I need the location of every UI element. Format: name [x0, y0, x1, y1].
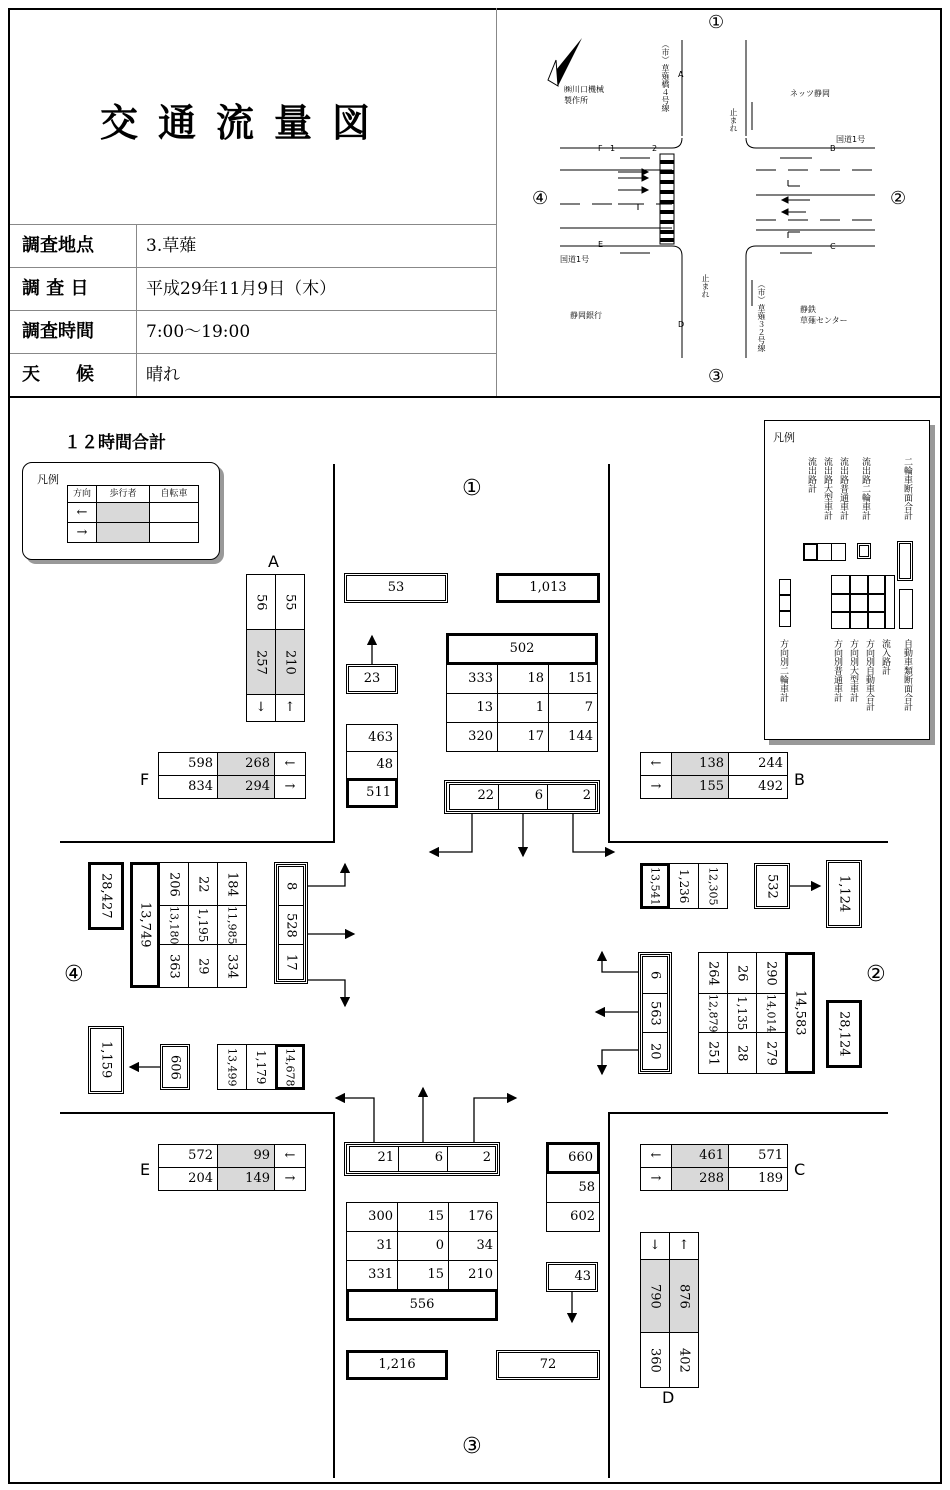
info-row-date — [10, 267, 496, 310]
node-4-label: ④ — [64, 962, 84, 987]
map-lane-c: C — [830, 242, 836, 251]
header-vertical-divider — [496, 8, 497, 396]
legend-label: 方向別普通車計 — [832, 639, 842, 702]
south-grid-cell: 331 — [346, 1260, 398, 1290]
ped-arrow: → — [274, 1167, 306, 1191]
east-grid-cell: 264 — [698, 952, 728, 994]
ped-cell: 876 — [669, 1259, 699, 1333]
map-lane-num: 1 — [610, 144, 616, 153]
ped-arrow: → — [274, 775, 306, 799]
legend-label: 流出路二輪車計 — [860, 457, 870, 520]
ped-cell: 360 — [640, 1332, 670, 1388]
legend-label: 流出路大型車計 — [822, 457, 832, 520]
south-in-total: 556 — [346, 1289, 498, 1321]
south-dir-twowheel: 21 — [349, 1146, 399, 1172]
info-row-time — [10, 310, 496, 353]
map-label-route1-bottom: 国道1号 — [560, 255, 590, 264]
info-label: 調査地点 — [22, 235, 94, 256]
road-edge — [333, 464, 335, 842]
ped-cell: 598 — [158, 752, 218, 776]
ped-arrow: ↓ — [246, 694, 276, 722]
west-grid-cell: 11,985 — [217, 905, 247, 945]
east-dir-twowheel: 6 — [642, 956, 668, 994]
west-grid-cell: 1,195 — [188, 905, 218, 945]
ped-label-d: D — [662, 1388, 675, 1407]
west-grid-cell: 13,180 — [159, 905, 189, 945]
ped-cell: 155 — [671, 775, 729, 799]
west-grid-cell: 363 — [159, 944, 189, 988]
north-car-total: 1,013 — [496, 573, 600, 603]
west-dir-twowheel: 8 — [278, 866, 304, 906]
legend-small — [22, 462, 220, 560]
south-out-total: 660 — [546, 1142, 600, 1174]
map-lane-num: 2 — [652, 144, 658, 153]
west-grid-cell: 184 — [217, 862, 247, 906]
map-lane-d: D — [678, 320, 685, 329]
map-label-route-a: （市）草薙橋４号線 — [661, 40, 670, 112]
north-grid-cell: 13 — [446, 693, 498, 723]
east-grid-cell: 290 — [756, 952, 786, 994]
location-map — [500, 10, 940, 394]
info-value: 7:00〜19:00 — [146, 322, 251, 342]
north-dir-twowheel: 2 — [547, 784, 596, 810]
north-grid-cell: 320 — [446, 722, 498, 752]
page-title: 交通流量図 — [100, 101, 391, 145]
map-lane-b: B — [830, 144, 836, 153]
map-lane-f: F — [598, 144, 603, 153]
map-label-center: 静鉄 草薙センター — [800, 305, 848, 325]
east-car-total: 28,124 — [826, 1000, 862, 1068]
south-cross-total: 72 — [496, 1350, 600, 1380]
north-out-cell: 48 — [346, 751, 398, 779]
south-grid-cell: 210 — [448, 1260, 498, 1290]
east-grid-cell: 26 — [727, 952, 757, 994]
legend-header: 自転車 — [149, 485, 199, 503]
west-in-total: 13,749 — [130, 862, 160, 988]
map-label-route-d: （市）草薙３２号線 — [757, 280, 766, 352]
ped-label-b: B — [794, 770, 805, 789]
south-grid-cell: 15 — [397, 1260, 449, 1290]
info-value: 晴れ — [146, 365, 180, 385]
road-edge — [608, 464, 610, 842]
west-out-cell: 1,179 — [246, 1044, 276, 1090]
east-dir-twowheel: 20 — [642, 1032, 668, 1070]
info-label: 調査時間 — [22, 321, 94, 342]
map-marker-2: ② — [890, 188, 907, 209]
ped-cell: 834 — [158, 775, 218, 799]
east-grid-cell: 251 — [698, 1032, 728, 1074]
ped-cell: 244 — [728, 752, 788, 776]
map-marker-1: ① — [708, 12, 725, 33]
node-3-label: ③ — [462, 1434, 482, 1459]
west-out-twowheel: 606 — [160, 1044, 190, 1090]
info-label: 天 候 — [22, 364, 94, 385]
north-grid-cell: 144 — [548, 722, 598, 752]
east-out-cell: 1,236 — [669, 863, 699, 909]
ped-label-a: A — [268, 552, 279, 571]
west-out-total: 14,678 — [275, 1044, 305, 1090]
west-dir-twowheel: 528 — [278, 905, 304, 945]
north-dir-twowheel: 22 — [449, 784, 499, 810]
north-grid-cell: 1 — [497, 693, 549, 723]
south-grid-cell: 0 — [397, 1231, 449, 1261]
south-car-total: 1,216 — [346, 1350, 448, 1380]
south-grid-cell: 300 — [346, 1202, 398, 1232]
legend-label: 流出路普通車計 — [838, 457, 848, 520]
ped-cell: 56 — [246, 574, 276, 630]
legend-label: 方向別大型車計 — [848, 639, 858, 702]
north-cross-total: 53 — [344, 573, 448, 603]
diagram-subtitle: １２時間合計 — [64, 433, 166, 453]
ped-label-c: C — [794, 1160, 806, 1179]
west-dir-twowheel: 17 — [278, 944, 304, 980]
north-grid-cell: 7 — [548, 693, 598, 723]
node-2-label: ② — [866, 962, 886, 987]
road-edge — [60, 1112, 335, 1114]
info-label: 調 査 日 — [22, 278, 89, 299]
ped-label-f: F — [140, 770, 150, 789]
north-out-twowheel: 23 — [346, 664, 398, 694]
map-marker-4: ④ — [532, 188, 549, 209]
east-dir-twowheel: 563 — [642, 993, 668, 1033]
north-grid-cell: 333 — [446, 664, 498, 694]
map-label-route1-top: 国道1号 — [836, 135, 866, 144]
ped-cell: 210 — [275, 629, 305, 695]
ped-arrow: → — [640, 1167, 672, 1191]
west-grid-cell: 206 — [159, 862, 189, 906]
west-grid-cell: 22 — [188, 862, 218, 906]
legend-big — [764, 420, 930, 740]
south-dir-twowheel: 6 — [398, 1146, 448, 1172]
legend-arrow: ← — [67, 502, 97, 523]
legend-label: 二輪車断面合計 — [902, 457, 912, 520]
ped-arrow: ← — [274, 1144, 306, 1168]
info-row-location — [10, 224, 496, 267]
legend-big-title: 凡例 — [773, 431, 795, 444]
west-grid-cell: 29 — [188, 944, 218, 988]
road-edge — [608, 1112, 610, 1478]
legend-label: 方向別二輪車計 — [778, 639, 788, 702]
map-label-stop: 止まれ — [729, 108, 738, 132]
info-row-weather — [10, 353, 496, 396]
ped-cell: 492 — [728, 775, 788, 799]
west-cross-total: 1,159 — [88, 1026, 124, 1094]
north-grid-cell: 17 — [497, 722, 549, 752]
south-grid-cell: 34 — [448, 1231, 498, 1261]
ped-cell: 572 — [158, 1144, 218, 1168]
header-divider — [8, 396, 942, 398]
ped-cell: 461 — [671, 1144, 729, 1168]
map-marker-3: ③ — [708, 366, 725, 387]
legend-label: 自動車類断面合計 — [902, 639, 912, 711]
road-edge — [608, 841, 888, 843]
road-edge — [333, 1112, 335, 1478]
south-out-twowheel: 43 — [546, 1262, 598, 1292]
north-out-cell: 463 — [346, 724, 398, 752]
ped-cell: 790 — [640, 1259, 670, 1333]
south-out-cell: 58 — [546, 1173, 600, 1203]
ped-cell: 294 — [217, 775, 275, 799]
road-edge — [60, 841, 335, 843]
east-grid-cell: 1,135 — [727, 993, 757, 1033]
legend-label: 流出路計 — [806, 457, 816, 493]
north-grid-cell: 151 — [548, 664, 598, 694]
road-edge — [608, 1112, 888, 1114]
ped-cell: 268 — [217, 752, 275, 776]
legend-small-title: 凡例 — [37, 473, 59, 486]
ped-cell: 402 — [669, 1332, 699, 1388]
map-lane-e: E — [598, 240, 604, 249]
map-svg — [500, 10, 940, 394]
crosswalk-icon — [660, 154, 674, 244]
ped-cell: 149 — [217, 1167, 275, 1191]
map-label-stop-south: 止まれ — [701, 274, 710, 298]
ped-arrow: ↑ — [669, 1232, 699, 1260]
north-compass-icon — [548, 38, 582, 86]
map-label-company: ㈱川口機械 製作所 — [564, 85, 604, 105]
ped-label-e: E — [140, 1160, 151, 1179]
east-grid-cell: 28 — [727, 1032, 757, 1074]
map-label-netz: ネッツ静岡 — [790, 89, 830, 98]
ped-cell: 55 — [275, 574, 305, 630]
ped-arrow: ← — [640, 752, 672, 776]
east-out-cell: 12,305 — [698, 863, 728, 909]
east-grid-cell: 14,014 — [756, 993, 786, 1033]
south-out-cell: 602 — [546, 1202, 600, 1232]
ped-arrow: ← — [640, 1144, 672, 1168]
ped-arrow: → — [640, 775, 672, 799]
ped-cell: 257 — [246, 629, 276, 695]
south-grid-cell: 15 — [397, 1202, 449, 1232]
ped-arrow: ↓ — [640, 1232, 670, 1260]
west-out-cell: 13,499 — [217, 1044, 247, 1090]
info-value: 平成29年11月9日（木） — [146, 279, 337, 299]
legend-header: 歩行者 — [96, 485, 150, 503]
ped-arrow: ← — [274, 752, 306, 776]
ped-arrow: ↑ — [275, 694, 305, 722]
map-label-bank: 静岡銀行 — [570, 311, 602, 320]
ped-cell: 288 — [671, 1167, 729, 1191]
east-cross-total: 1,124 — [826, 860, 862, 928]
ped-cell: 189 — [728, 1167, 788, 1191]
north-grid-cell: 18 — [497, 664, 549, 694]
legend-header: 方向 — [67, 485, 97, 503]
ped-cell: 99 — [217, 1144, 275, 1168]
west-grid-cell: 334 — [217, 944, 247, 988]
east-out-total: 13,541 — [640, 863, 670, 909]
south-grid-cell: 176 — [448, 1202, 498, 1232]
north-out-total: 511 — [346, 778, 398, 808]
legend-label: 流入路計 — [880, 639, 890, 675]
legend-label: 方向別自動車合計 — [864, 639, 874, 711]
north-in-total: 502 — [446, 633, 598, 665]
south-dir-twowheel: 2 — [447, 1146, 496, 1172]
east-in-total: 14,583 — [785, 952, 815, 1074]
east-out-twowheel: 532 — [754, 863, 790, 909]
info-value: 3.草薙 — [146, 236, 197, 256]
south-grid-cell: 31 — [346, 1231, 398, 1261]
ped-cell: 138 — [671, 752, 729, 776]
north-dir-twowheel: 6 — [498, 784, 548, 810]
map-lane-a: A — [678, 70, 684, 79]
east-grid-cell: 12,879 — [698, 993, 728, 1033]
legend-arrow: → — [67, 522, 97, 543]
east-grid-cell: 279 — [756, 1032, 786, 1074]
west-car-total: 28,427 — [88, 862, 124, 930]
ped-cell: 204 — [158, 1167, 218, 1191]
node-1-label: ① — [462, 476, 482, 501]
ped-cell: 571 — [728, 1144, 788, 1168]
